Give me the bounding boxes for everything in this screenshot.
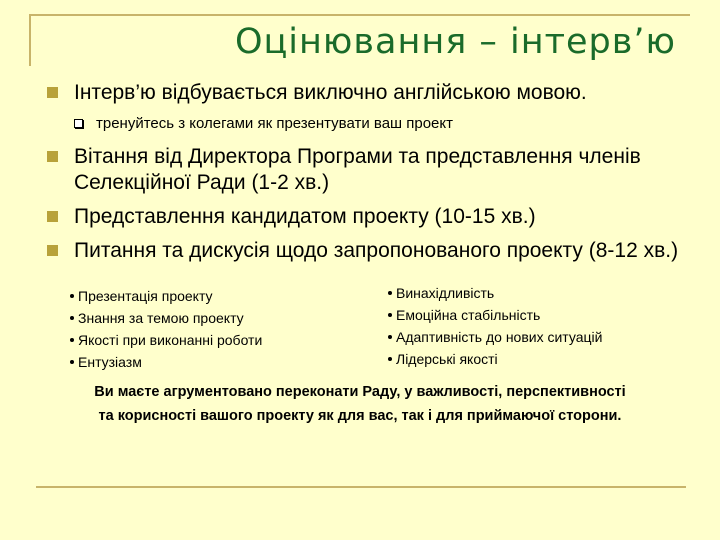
sub-bullet-text: тренуйтесь з колегами як презентувати ваш проект [96,115,453,132]
square-bullet-icon [47,151,58,162]
bullet-text: Вітання від Директора Програми та представлення членів Селекційної Ради (1-2 хв.) [74,145,641,194]
bullet-text: Інтерв’ю відбувається виключно англійською мовою. [74,81,587,104]
square-bullet-icon [47,211,58,222]
dot-bullet-icon [70,316,74,320]
square-bullet-icon [47,87,58,98]
bullet-list [46,80,686,272]
criteria-item: Лідерські якості [388,348,708,370]
bullet-item [46,80,686,106]
conclusion-line: Ви маєте агрументовано переконати Раду, у важливості, перспективності [94,384,626,400]
dot-bullet-icon [388,313,392,317]
slide-title: Оцінювання – інтерв’ю [234,22,676,62]
conclusion-text [18,380,702,428]
criteria-item: Адаптивність до нових ситуацій [388,326,708,348]
bottom-divider [36,486,686,488]
criteria-list-left [70,285,360,373]
dot-bullet-icon [388,335,392,339]
criteria-list-right [388,282,708,370]
bullet-text: Представлення кандидатом проекту (10-15 хв.) [74,205,536,228]
dot-bullet-icon [70,360,74,364]
dot-bullet-icon [70,338,74,342]
criteria-item: Презентація проекту [70,285,360,307]
bullet-item [46,144,686,196]
sub-bullet-item [46,114,686,134]
dot-bullet-icon [70,294,74,298]
criteria-item: Ентузіазм [70,351,360,373]
bullet-item [46,238,686,264]
conclusion-line: та корисності вашого проекту як для вас, так і для приймаючої сторони. [98,408,622,424]
criteria-item: Знання за темою проекту [70,307,360,329]
hollow-square-bullet-icon [74,119,83,128]
dot-bullet-icon [388,291,392,295]
square-bullet-icon [47,245,58,256]
bullet-text: Питання та дискусія щодо запропонованого проекту (8-12 хв.) [74,239,679,262]
dot-bullet-icon [388,357,392,361]
criteria-item: Якості при виконанні роботи [70,329,360,351]
criteria-item: Емоційна стабільність [388,304,708,326]
title-frame-horizontal [30,14,690,16]
bullet-item [46,204,686,230]
criteria-item: Винахідливість [388,282,708,304]
